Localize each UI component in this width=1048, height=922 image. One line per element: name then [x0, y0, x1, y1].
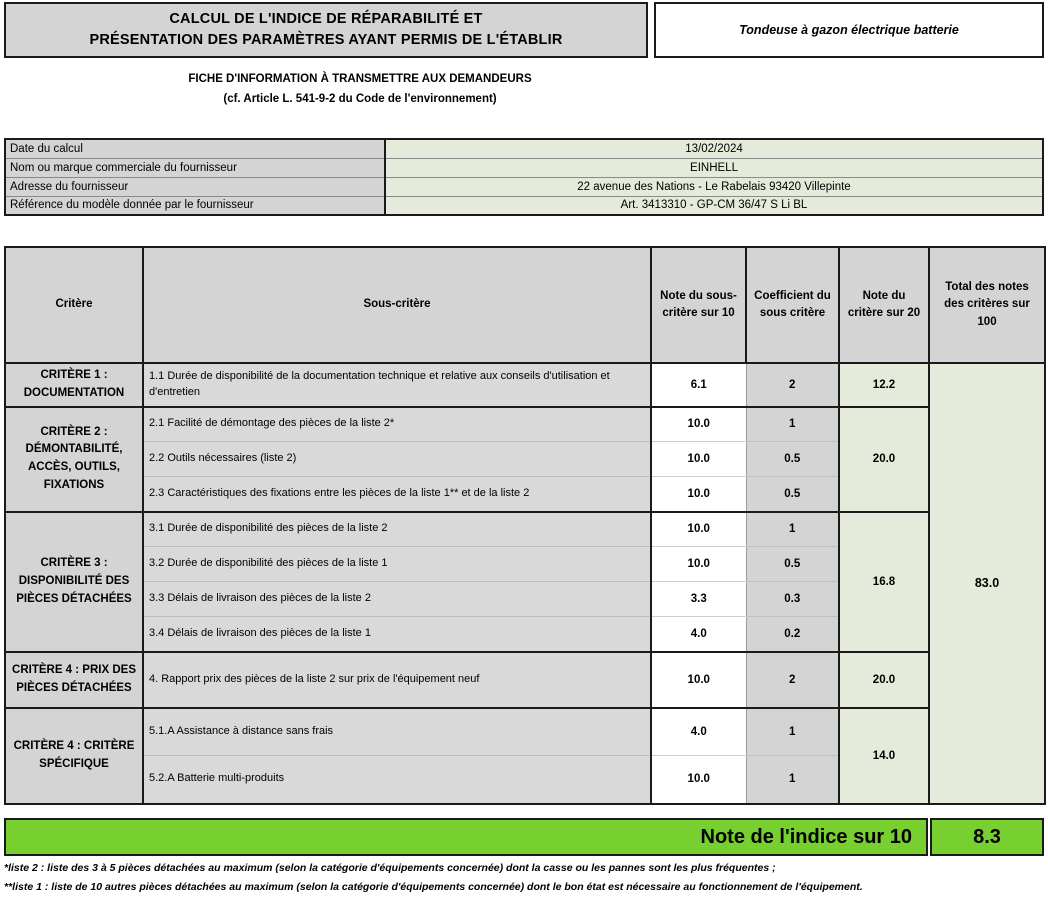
- info-label-model: Référence du modèle donnée par le fournisseur: [5, 196, 385, 215]
- subcriterion-coef-2-3: 0.5: [746, 477, 839, 512]
- subcriterion-note-1-1: 6.1: [651, 363, 746, 407]
- supplier-info-table: [4, 138, 1044, 216]
- header-subcriterion: Sous-critère: [143, 247, 651, 363]
- table-row: [5, 652, 1045, 708]
- subcriterion-coef-3-3: 0.3: [746, 582, 839, 617]
- subcriterion-note-3-3: 3.3: [651, 582, 746, 617]
- header-total: Total des notes des critères sur 100: [929, 247, 1045, 363]
- subcriterion-note-4-1: 10.0: [651, 652, 746, 708]
- title-bar: [4, 2, 1044, 58]
- subtitle-line2: (cf. Article L. 541-9-2 du Code de l'environnement): [223, 92, 497, 105]
- subcriterion-note-2-3: 10.0: [651, 477, 746, 512]
- table-row: [5, 708, 1045, 756]
- final-score-value: 8.3: [930, 818, 1044, 856]
- info-value-address: 22 avenue des Nations - Le Rabelais 93420 Villepinte: [385, 177, 1043, 196]
- criterion-name-2: CRITÈRE 2 : DÉMONTABILITÉ, ACCÈS, OUTILS, FIXATIONS: [5, 407, 143, 512]
- subcriterion-coef-3-1: 1: [746, 512, 839, 547]
- subcriterion-note-5-1: 4.0: [651, 708, 746, 756]
- footnote-liste-1: **liste 1 : liste de 10 autres pièces détachées au maximum (selon la catégorie d'équipements concernée) dont le bon état est nécessaire au fonctionnement de l'équipement.: [4, 881, 863, 894]
- header-sub-note: Note du sous-critère sur 10: [651, 247, 746, 363]
- footnotes: [4, 860, 1044, 899]
- subcriterion-note-3-2: 10.0: [651, 547, 746, 582]
- subcriterion-label-3-1: 3.1 Durée de disponibilité des pièces de la liste 2: [143, 512, 651, 547]
- table-header-row: [5, 247, 1045, 363]
- subcriterion-label-4-1: 4. Rapport prix des pièces de la liste 2 sur prix de l'équipement neuf: [143, 652, 651, 708]
- header-sub-coef: Coefficient du sous critère: [746, 247, 839, 363]
- table-row: [5, 407, 1045, 442]
- table-row: [5, 158, 1043, 177]
- info-label-date: Date du calcul: [5, 139, 385, 158]
- criterion-note-1: 12.2: [839, 363, 929, 407]
- info-value-date: 13/02/2024: [385, 139, 1043, 158]
- subcriterion-coef-2-2: 0.5: [746, 442, 839, 477]
- subcriterion-label-3-2: 3.2 Durée de disponibilité des pièces de la liste 1: [143, 547, 651, 582]
- criterion-note-4: 20.0: [839, 652, 929, 708]
- subcriterion-coef-1-1: 2: [746, 363, 839, 407]
- subcriterion-note-3-1: 10.0: [651, 512, 746, 547]
- info-value-model: Art. 3413310 - GP-CM 36/47 S Li BL: [385, 196, 1043, 215]
- info-label-address: Adresse du fournisseur: [5, 177, 385, 196]
- final-score-bar: [4, 818, 1044, 856]
- footnote-liste-2: *liste 2 : liste des 3 à 5 pièces détachées au maximum (selon la catégorie d'équipements concernée) dont la casse ou les pannes sont les plus fréquentes ;: [4, 862, 776, 874]
- subcriterion-note-2-2: 10.0: [651, 442, 746, 477]
- criterion-name-4: CRITÈRE 4 : PRIX DES PIÈCES DÉTACHÉES: [5, 652, 143, 708]
- subcriterion-label-5-2: 5.2.A Batterie multi-produits: [143, 756, 651, 804]
- table-row: [5, 512, 1045, 547]
- subcriterion-coef-3-2: 0.5: [746, 547, 839, 582]
- table-row: [5, 363, 1045, 407]
- subcriterion-label-3-3: 3.3 Délais de livraison des pièces de la liste 2: [143, 582, 651, 617]
- document-title-line2: PRÉSENTATION DES PARAMÈTRES AYANT PERMIS DE L'ÉTABLIR: [89, 32, 563, 48]
- subcriterion-label-2-2: 2.2 Outils nécessaires (liste 2): [143, 442, 651, 477]
- header-criterion-note: Note du critère sur 20: [839, 247, 929, 363]
- criterion-note-5: 14.0: [839, 708, 929, 804]
- document-title-line1: CALCUL DE L'INDICE DE RÉPARABILITÉ ET: [169, 10, 483, 27]
- subcriterion-note-2-1: 10.0: [651, 407, 746, 442]
- subcriterion-coef-2-1: 1: [746, 407, 839, 442]
- document-title: [4, 2, 648, 58]
- table-row: [5, 139, 1043, 158]
- product-name: Tondeuse à gazon électrique batterie: [654, 2, 1044, 58]
- info-label-brand: Nom ou marque commerciale du fournisseur: [5, 158, 385, 177]
- table-row: [5, 196, 1043, 215]
- subcriterion-coef-3-4: 0.2: [746, 617, 839, 652]
- subcriterion-note-5-2: 10.0: [651, 756, 746, 804]
- info-value-brand: EINHELL: [385, 158, 1043, 177]
- criterion-name-1: CRITÈRE 1 : DOCUMENTATION: [5, 363, 143, 407]
- subcriterion-label-3-4: 3.4 Délais de livraison des pièces de la liste 1: [143, 617, 651, 652]
- table-row: [5, 177, 1043, 196]
- subcriterion-coef-5-1: 1: [746, 708, 839, 756]
- document-subtitle: [0, 70, 720, 109]
- total-score-100: 83.0: [929, 363, 1045, 804]
- subcriterion-note-3-4: 4.0: [651, 617, 746, 652]
- criterion-note-2: 20.0: [839, 407, 929, 512]
- subcriterion-coef-5-2: 1: [746, 756, 839, 804]
- subcriterion-coef-4-1: 2: [746, 652, 839, 708]
- scoring-table: [4, 246, 1046, 805]
- subcriterion-label-2-1: 2.1 Facilité de démontage des pièces de la liste 2*: [143, 407, 651, 442]
- criterion-note-3: 16.8: [839, 512, 929, 652]
- subtitle-line1: FICHE D'INFORMATION À TRANSMETTRE AUX DEMANDEURS: [188, 73, 532, 85]
- header-criterion: Critère: [5, 247, 143, 363]
- subcriterion-label-1-1: 1.1 Durée de disponibilité de la documentation technique et relative aux conseils d'utilisation et d'entretien: [143, 363, 651, 407]
- criterion-name-3: CRITÈRE 3 : DISPONIBILITÉ DES PIÈCES DÉTACHÉES: [5, 512, 143, 652]
- subcriterion-label-5-1: 5.1.A Assistance à distance sans frais: [143, 708, 651, 756]
- criterion-name-5: CRITÈRE 4 : CRITÈRE SPÉCIFIQUE: [5, 708, 143, 804]
- subcriterion-label-2-3: 2.3 Caractéristiques des fixations entre les pièces de la liste 1** et de la liste 2: [143, 477, 651, 512]
- final-score-label: Note de l'indice sur 10: [4, 818, 928, 856]
